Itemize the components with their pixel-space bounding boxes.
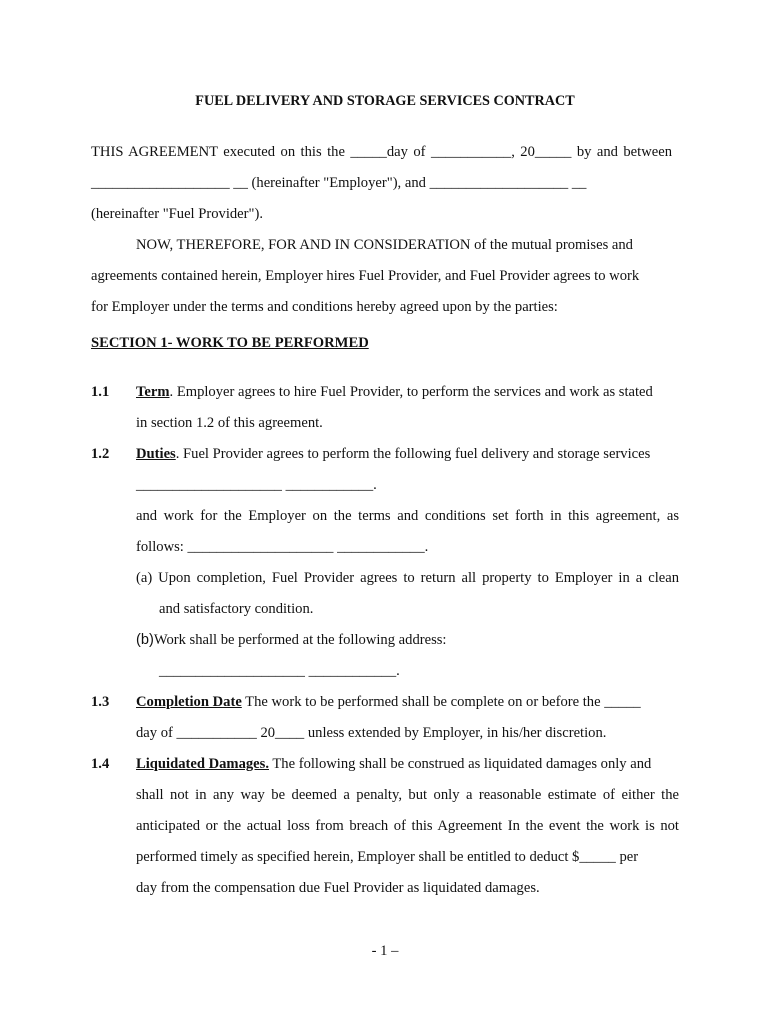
preamble-line-6: for Employer under the terms and conditions hereby agreed upon by the parties: (91, 299, 558, 315)
clause-1-2-item-a-line-1: (a) Upon completion, Fuel Provider agrees to return all property to Employer in a clean (136, 570, 679, 586)
clause-1-4-line-4: performed timely as specified herein, Employer shall be entitled to deduct $_____ per (136, 849, 639, 865)
clause-1-4-line-5: day from the compensation due Fuel Provider as liquidated damages. (136, 880, 540, 896)
preamble-line-4: NOW, THEREFORE, FOR AND IN CONSIDERATION of the mutual promises and (136, 237, 633, 253)
preamble-line-5: agreements contained herein, Employer hires Fuel Provider, and Fuel Provider agrees to work (91, 268, 640, 284)
clause-1-2-line-1 (136, 445, 650, 463)
contract-title: FUEL DELIVERY AND STORAGE SERVICES CONTRACT (195, 93, 575, 109)
clause-1-1-line-2: in section 1.2 of this agreement. (136, 415, 323, 431)
clause-1-4-term: Liquidated Damages. (136, 756, 269, 772)
preamble-line-1: THIS AGREEMENT executed on this the _____day of ___________, 20_____ by and between (91, 144, 672, 160)
clause-1-4-line-2: shall not in any way be deemed a penalty, but only a reasonable estimate of either the (136, 787, 679, 803)
section-1-heading: SECTION 1- WORK TO BE PERFORMED (91, 335, 369, 351)
clause-1-1-text: . Employer agrees to hire Fuel Provider, to perform the services and work as stated (169, 384, 653, 400)
clause-1-2-term: Duties (136, 446, 176, 462)
clause-1-3-line-1 (136, 693, 641, 711)
clause-1-2-item-b (136, 631, 447, 649)
clause-1-4-line-1 (136, 755, 651, 773)
clause-number-1-4: 1.4 (91, 756, 110, 772)
clause-1-2-item-a-line-2: and satisfactory condition. (159, 601, 314, 617)
page-number: - 1 – (371, 943, 399, 959)
clause-1-3-line-2: day of ___________ 20____ unless extended by Employer, in his/her discretion. (136, 725, 607, 741)
clause-number-1-1: 1.1 (91, 384, 110, 400)
preamble-line-2: ___________________ __ (hereinafter "Employer"), and ___________________ __ (91, 175, 587, 191)
clause-1-1-term: Term (136, 384, 170, 400)
clause-1-2-blank: ____________________ ____________. (136, 477, 377, 493)
clause-1-2-item-b-blank: ____________________ ____________. (159, 663, 400, 679)
clause-1-2-line-3: follows: ____________________ ____________. (136, 539, 429, 555)
clause-1-2-text: . Fuel Provider agrees to perform the following fuel delivery and storage services (175, 446, 651, 462)
clause-1-3-text: The work to be performed shall be complete on or before the _____ (241, 694, 641, 710)
clause-1-4-text: The following shall be construed as liquidated damages only and (268, 756, 652, 772)
clause-number-1-3: 1.3 (91, 694, 110, 710)
clause-1-3-term: Completion Date (136, 694, 242, 710)
clause-1-4-line-3: anticipated or the actual loss from breach of this Agreement In the event the work is not (136, 818, 679, 834)
preamble-line-3: (hereinafter "Fuel Provider"). (91, 206, 263, 222)
clause-1-2-item-b-label: (b) (136, 632, 154, 648)
clause-1-2-item-b-text: Work shall be performed at the following address: (153, 632, 447, 648)
clause-number-1-2: 1.2 (91, 446, 110, 462)
clause-1-2-line-2: and work for the Employer on the terms and conditions set forth in this agreement, as (136, 508, 679, 524)
clause-1-1-line-1 (136, 383, 653, 401)
